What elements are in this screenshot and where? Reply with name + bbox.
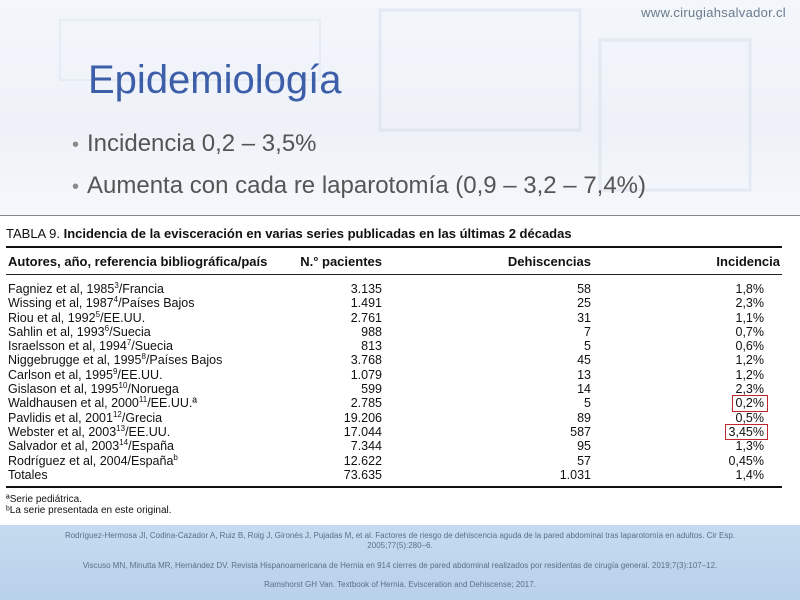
cell-pacientes: 1.491 <box>350 296 382 311</box>
column-header-pacientes: N.° pacientes <box>300 254 382 269</box>
cell-dehiscencias: 57 <box>577 453 591 468</box>
cell-pacientes: 988 <box>361 324 382 339</box>
cell-incidencia: 0,2% <box>733 396 768 410</box>
bullet-dot-icon: • <box>72 134 80 156</box>
cell-incidencia: 2,3% <box>735 296 764 311</box>
cell-incidencia: 1,2% <box>735 353 764 368</box>
cell-author: Wissing et al, 1987$^4$/Países Bajos <box>8 295 195 311</box>
table-row <box>0 368 800 382</box>
table-row <box>0 353 800 367</box>
cell-dehiscencias: 7 <box>584 324 591 339</box>
reference-2: Viscuso MN, Minutta MR, Hernández DV. Revista Hispanoamericana de Hernia en 914 cierres de pared abdominal realizados por residentas de cirugía general. 2019;7(3):107–12. <box>82 561 718 570</box>
references-footer <box>0 525 800 600</box>
cell-pacientes: 19.206 <box>343 410 382 425</box>
cell-author: Webster et al, 2003$^{13}$/EE.UU. <box>8 423 171 439</box>
cell-dehiscencias: 25 <box>577 296 591 311</box>
table-row <box>0 282 800 296</box>
cell-pacientes: 17.044 <box>343 424 382 439</box>
cell-incidencia: 1,4% <box>735 467 764 482</box>
cell-pacientes: 12.622 <box>343 453 382 468</box>
cell-incidencia: 2,3% <box>735 382 764 397</box>
bullet-incidencia: • Incidencia 0,2 – 3,5% <box>72 130 317 157</box>
column-header-autores: Autores, año, referencia bibliográfica/país <box>8 254 268 269</box>
cell-dehiscencias: 58 <box>577 282 591 296</box>
cell-pacientes: 3.135 <box>350 282 382 296</box>
cell-pacientes: 1.079 <box>350 367 382 382</box>
cell-pacientes: 2.761 <box>350 310 382 325</box>
slide-title: Epidemiología <box>88 58 342 102</box>
table-row <box>0 439 800 453</box>
cell-dehiscencias: 5 <box>584 396 591 411</box>
table-caption: TABLA 9. Incidencia de la evisceración en varias series publicadas en las últimas 2 décadas <box>6 226 572 241</box>
cell-pacientes: 599 <box>361 382 382 397</box>
cell-incidencia: 0,6% <box>735 339 764 354</box>
cell-dehiscencias: 45 <box>577 353 591 368</box>
reference-1: Rodríguez-Hermosa JI, Codina-Cazador A, Ruiz B, Roig J, Gironès J, Pujadas M, et al. Factores de riesgo de dehiscencia aguda de la pared abdominal tras laparotomía en adultos. Cir Esp. 2005;77(5):280–6. <box>64 531 736 550</box>
cell-author: Carlson et al, 1995$^9$/EE.UU. <box>8 366 163 382</box>
cell-dehiscencias: 14 <box>577 382 591 397</box>
table-row <box>0 339 800 353</box>
table-row <box>0 411 800 425</box>
cell-incidencia: 0,45% <box>728 453 764 468</box>
table-bottom-rule <box>6 486 782 488</box>
bullet-dot-icon: • <box>72 176 80 198</box>
cell-author: Totales <box>8 467 48 482</box>
table-row <box>0 454 800 468</box>
column-header-incidencia: Incidencia <box>716 254 780 269</box>
cell-incidencia: 1,1% <box>735 310 764 325</box>
cell-pacientes: 813 <box>361 339 382 354</box>
cell-author: Rodríguez et al, 2004/España$^b$ <box>8 452 178 468</box>
table-row <box>0 311 800 325</box>
cell-pacientes: 73.635 <box>343 467 382 482</box>
cell-dehiscencias: 31 <box>577 310 591 325</box>
cell-author: Waldhausen et al, 2000$^{11}$/EE.UU.ª <box>8 395 197 411</box>
header-rule <box>6 274 782 275</box>
evisceration-table <box>0 215 800 526</box>
cell-incidencia: 1,3% <box>735 439 764 454</box>
table-row <box>0 468 800 482</box>
cell-incidencia: 3,45% <box>726 425 767 439</box>
note-pediatric: ªSerie pediátrica. <box>6 494 82 505</box>
table-row <box>0 325 800 339</box>
table-row <box>0 382 800 396</box>
cell-pacientes: 3.768 <box>350 353 382 368</box>
cell-incidencia: 1,8% <box>735 282 764 296</box>
cell-pacientes: 2.785 <box>350 396 382 411</box>
cell-author: Israelsson et al, 1994$^7$/Suecia <box>8 338 173 354</box>
cell-dehiscencias: 5 <box>584 339 591 354</box>
cell-author: Salvador et al, 2003$^{14}$/España <box>8 438 174 454</box>
site-url: www.cirugiahsalvador.cl <box>641 5 786 20</box>
cell-author: Riou et al, 1992$^5$/EE.UU. <box>8 309 146 325</box>
table-row <box>0 425 800 439</box>
table-body <box>0 282 800 482</box>
cell-author: Pavlidis et al, 2001$^{12}$/Grecia <box>8 409 163 425</box>
cell-author: Fagniez et al, 1985$^3$/Francia <box>8 280 164 296</box>
cell-author: Gislason et al, 1995$^{10}$/Noruega <box>8 380 179 397</box>
table-notes <box>6 494 172 516</box>
cell-author: Sahlin et al, 1993$^6$/Suecia <box>8 323 151 339</box>
table-top-rule <box>6 246 782 248</box>
cell-author: Niggebrugge et al, 1995$^8$/Países Bajos <box>8 352 223 368</box>
table-row <box>0 296 800 310</box>
cell-incidencia: 1,2% <box>735 367 764 382</box>
cell-dehiscencias: 95 <box>577 439 591 454</box>
cell-pacientes: 7.344 <box>350 439 382 454</box>
cell-dehiscencias: 1.031 <box>559 467 591 482</box>
bullet-laparotomia: • Aumenta con cada re laparotomía (0,9 – 3,2 – 7,4%) <box>72 172 647 199</box>
cell-dehiscencias: 89 <box>577 410 591 425</box>
cell-incidencia: 0,7% <box>735 324 764 339</box>
note-original: ᵇLa serie presentada en este original. <box>6 505 172 516</box>
reference-3: Ramshorst GH Van. Textbook of Hernia. Evisceration and Dehiscense; 2017. <box>264 580 536 589</box>
table-row <box>0 396 800 410</box>
cell-dehiscencias: 13 <box>577 367 591 382</box>
cell-dehiscencias: 587 <box>570 424 591 439</box>
cell-incidencia: 0,5% <box>735 410 764 425</box>
column-header-dehiscencias: Dehiscencias <box>507 254 591 269</box>
